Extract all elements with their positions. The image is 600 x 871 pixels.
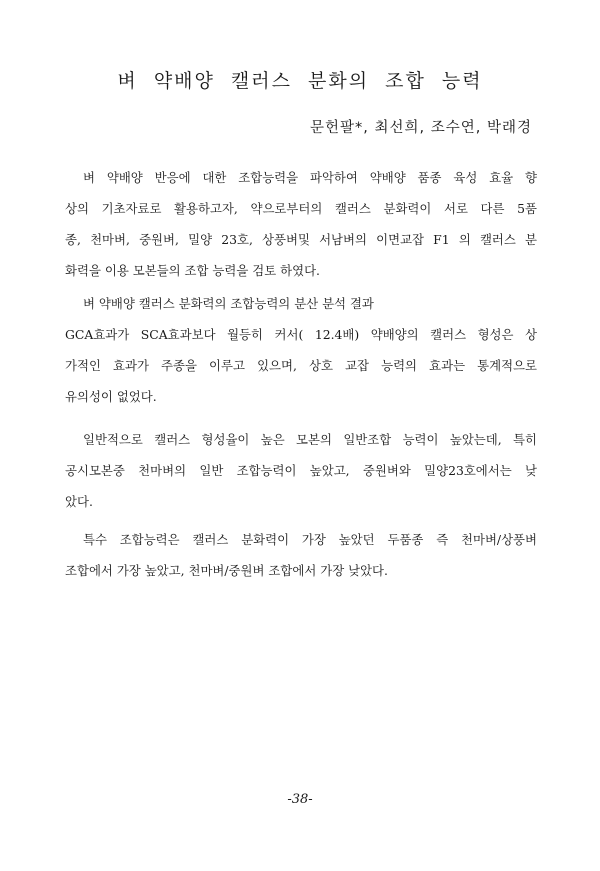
text-line: 특수 조합능력은 캘러스 분화력이 가장 높았던 두품종 즉 천마벼/상풍벼 [83, 532, 537, 547]
text-line: 상의 기초자료로 활용하고자, 약으로부터의 캘러스 분화력이 서로 다른 5품 [65, 201, 537, 216]
text-line: 화력을 이용 모본들의 조합 능력을 검토 하였다. [65, 263, 320, 278]
text-line: 벼 약배양 반응에 대한 조합능력을 파악하여 약배양 품종 육성 효율 향 [83, 170, 537, 185]
text-line: 벼 약배양 캘러스 분화력의 조합능력의 분산 분석 결과 [83, 296, 374, 311]
abstract-body [65, 162, 537, 578]
text-line: 유의성이 없었다. [65, 389, 157, 404]
text-line: 종, 천마벼, 중원벼, 밀양 23호, 상풍벼및 서남벼의 이면교잡 F1 의 캘러스 분 [65, 232, 537, 247]
paragraph-3 [65, 424, 537, 517]
text-line: 조합에서 가장 높았고, 천마벼/중원벼 조합에서 가장 낮았다. [65, 563, 388, 578]
text-line: GCA효과가 SCA효과보다 월등히 커서( 12.4배) 약배양의 캘러스 형성은 상 [65, 327, 537, 342]
paragraph-1 [65, 162, 537, 286]
text-line: 가적인 효과가 주종을 이루고 있으며, 상호 교잡 능력의 효과는 통계적으로 [65, 358, 537, 373]
text-line: 았다. [65, 494, 93, 509]
page-number: -38- [287, 792, 313, 807]
paragraph-2 [65, 288, 537, 412]
author-list: 문헌팔*, 최선희, 조수연, 박래경 [310, 120, 532, 136]
text-line: 공시모본중 천마벼의 일반 조합능력이 높았고, 중원벼와 밀양23호에서는 낮 [65, 463, 537, 478]
paper-title: 벼 약배양 캘러스 분화의 조합 능력 [117, 70, 483, 92]
text-line: 일반적으로 캘러스 형성율이 높은 모본의 일반조합 능력이 높았는데, 특히 [83, 432, 537, 447]
paragraph-4 [65, 524, 537, 586]
